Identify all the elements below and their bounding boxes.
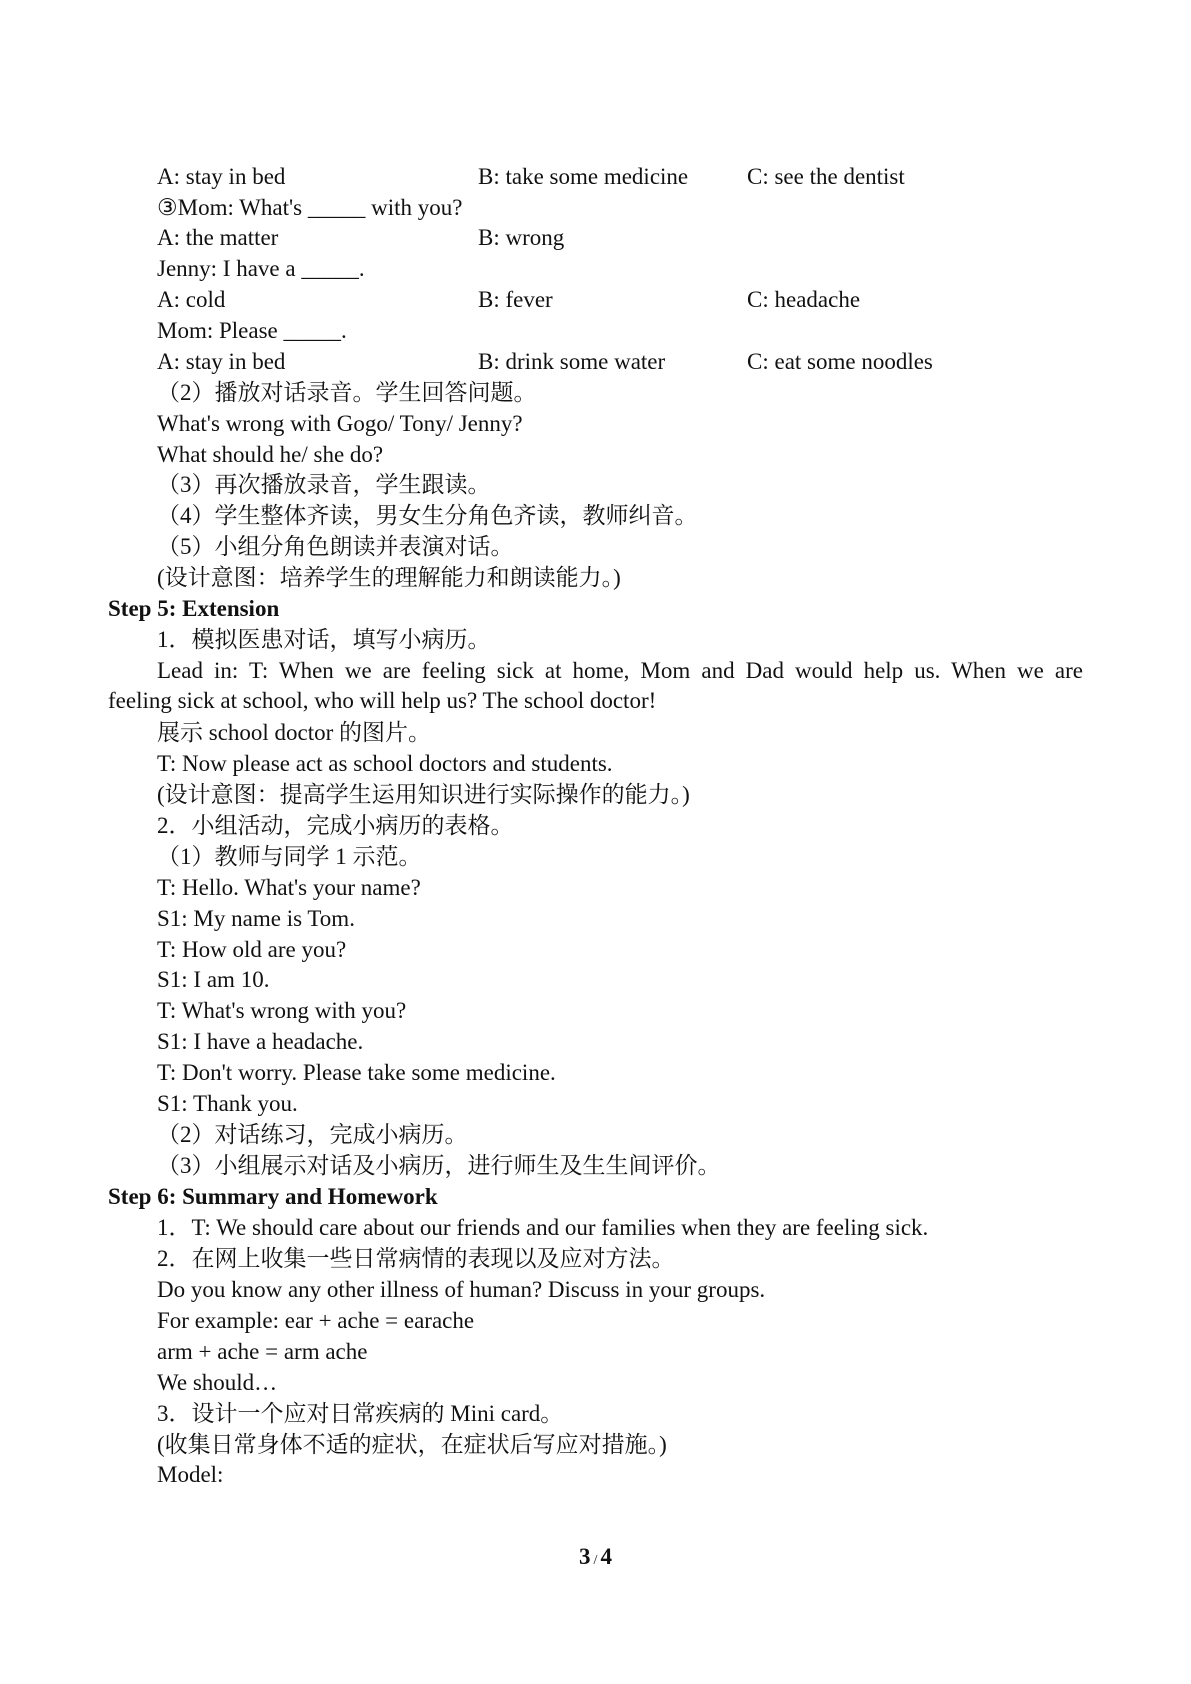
paragraph: （4）学生整体齐读，男女生分角色齐读，教师纠音。 <box>157 503 698 528</box>
step-heading: Step 6: Summary and Homework <box>108 1184 438 1209</box>
dialogue-line: S1: Thank you. <box>157 1091 298 1116</box>
page-current: 3 <box>579 1544 591 1569</box>
lead-in-line-1: Lead in: T: When we are feeling sick at home, Mom and Dad would help us. When we are <box>157 658 1083 683</box>
page-total: 4 <box>600 1544 612 1569</box>
mom-please-line: Mom: Please _____. <box>157 318 347 343</box>
option-b: B: take some medicine <box>478 164 689 189</box>
paragraph: 1．T: We should care about our friends and our families when they are feeling sick. <box>157 1215 929 1240</box>
option-a: A: cold <box>157 287 226 312</box>
lead-in-paragraph <box>108 656 1083 716</box>
paragraph: For example: ear + ache = earache <box>157 1308 475 1333</box>
paragraph: T: Now please act as school doctors and students. <box>157 751 613 776</box>
paragraph: 2．小组活动，完成小病历的表格。 <box>157 813 514 838</box>
option-b: B: drink some water <box>478 349 666 374</box>
mom-question: ③Mom: What's _____ with you? <box>157 195 463 220</box>
paragraph: (收集日常身体不适的症状，在症状后写应对措施。) <box>157 1432 667 1457</box>
design-intent-note: (设计意图：提高学生运用知识进行实际操作的能力。) <box>157 782 690 807</box>
paragraph: 2．在网上收集一些日常病情的表现以及应对方法。 <box>157 1246 675 1271</box>
option-c: C: eat some noodles <box>747 349 933 374</box>
dialogue-line: S1: I am 10. <box>157 967 270 992</box>
paragraph: （3）再次播放录音，学生跟读。 <box>157 472 491 497</box>
option-c: C: headache <box>747 287 861 312</box>
paragraph: 1．模拟医患对话，填写小病历。 <box>157 627 491 652</box>
dialogue-line: T: Hello. What's your name? <box>157 875 421 900</box>
paragraph: （2）对话练习，完成小病历。 <box>157 1122 468 1147</box>
dialogue-line: S1: My name is Tom. <box>157 906 355 931</box>
option-b: B: wrong <box>478 225 565 250</box>
paragraph: arm + ache = arm ache <box>157 1339 368 1364</box>
option-a: A: stay in bed <box>157 164 286 189</box>
option-b: B: fever <box>478 287 553 312</box>
paragraph: （1）教师与同学 1 示范。 <box>157 844 422 869</box>
page-separator: / <box>593 1553 598 1568</box>
dialogue-line: T: How old are you? <box>157 937 347 962</box>
page-number <box>0 1542 1191 1576</box>
option-a: A: the matter <box>157 225 279 250</box>
option-a: A: stay in bed <box>157 349 286 374</box>
paragraph: （2）播放对话录音。学生回答问题。 <box>157 380 537 405</box>
paragraph: （3）小组展示对话及小病历，进行师生及生生间评价。 <box>157 1153 721 1178</box>
paragraph: Model: <box>157 1462 224 1487</box>
design-intent-note: (设计意图：培养学生的理解能力和朗读能力。) <box>157 565 621 590</box>
paragraph: What's wrong with Gogo/ Tony/ Jenny? <box>157 411 523 436</box>
paragraph: 3．设计一个应对日常疾病的 Mini card。 <box>157 1401 564 1426</box>
dialogue-line: T: What's wrong with you? <box>157 998 407 1023</box>
jenny-line: Jenny: I have a _____. <box>157 256 365 281</box>
paragraph: 展示 school doctor 的图片。 <box>157 720 432 745</box>
paragraph: What should he/ she do? <box>157 442 384 467</box>
paragraph: （5）小组分角色朗读并表演对话。 <box>157 534 514 559</box>
dialogue-line: S1: I have a headache. <box>157 1029 364 1054</box>
option-c: C: see the dentist <box>747 164 905 189</box>
lead-in-line-2: feeling sick at school, who will help us? The school doctor! <box>108 688 657 713</box>
step-heading: Step 5: Extension <box>108 596 280 621</box>
paragraph: We should… <box>157 1370 278 1395</box>
paragraph: Do you know any other illness of human? Discuss in your groups. <box>157 1277 766 1302</box>
dialogue-line: T: Don't worry. Please take some medicine. <box>157 1060 556 1085</box>
